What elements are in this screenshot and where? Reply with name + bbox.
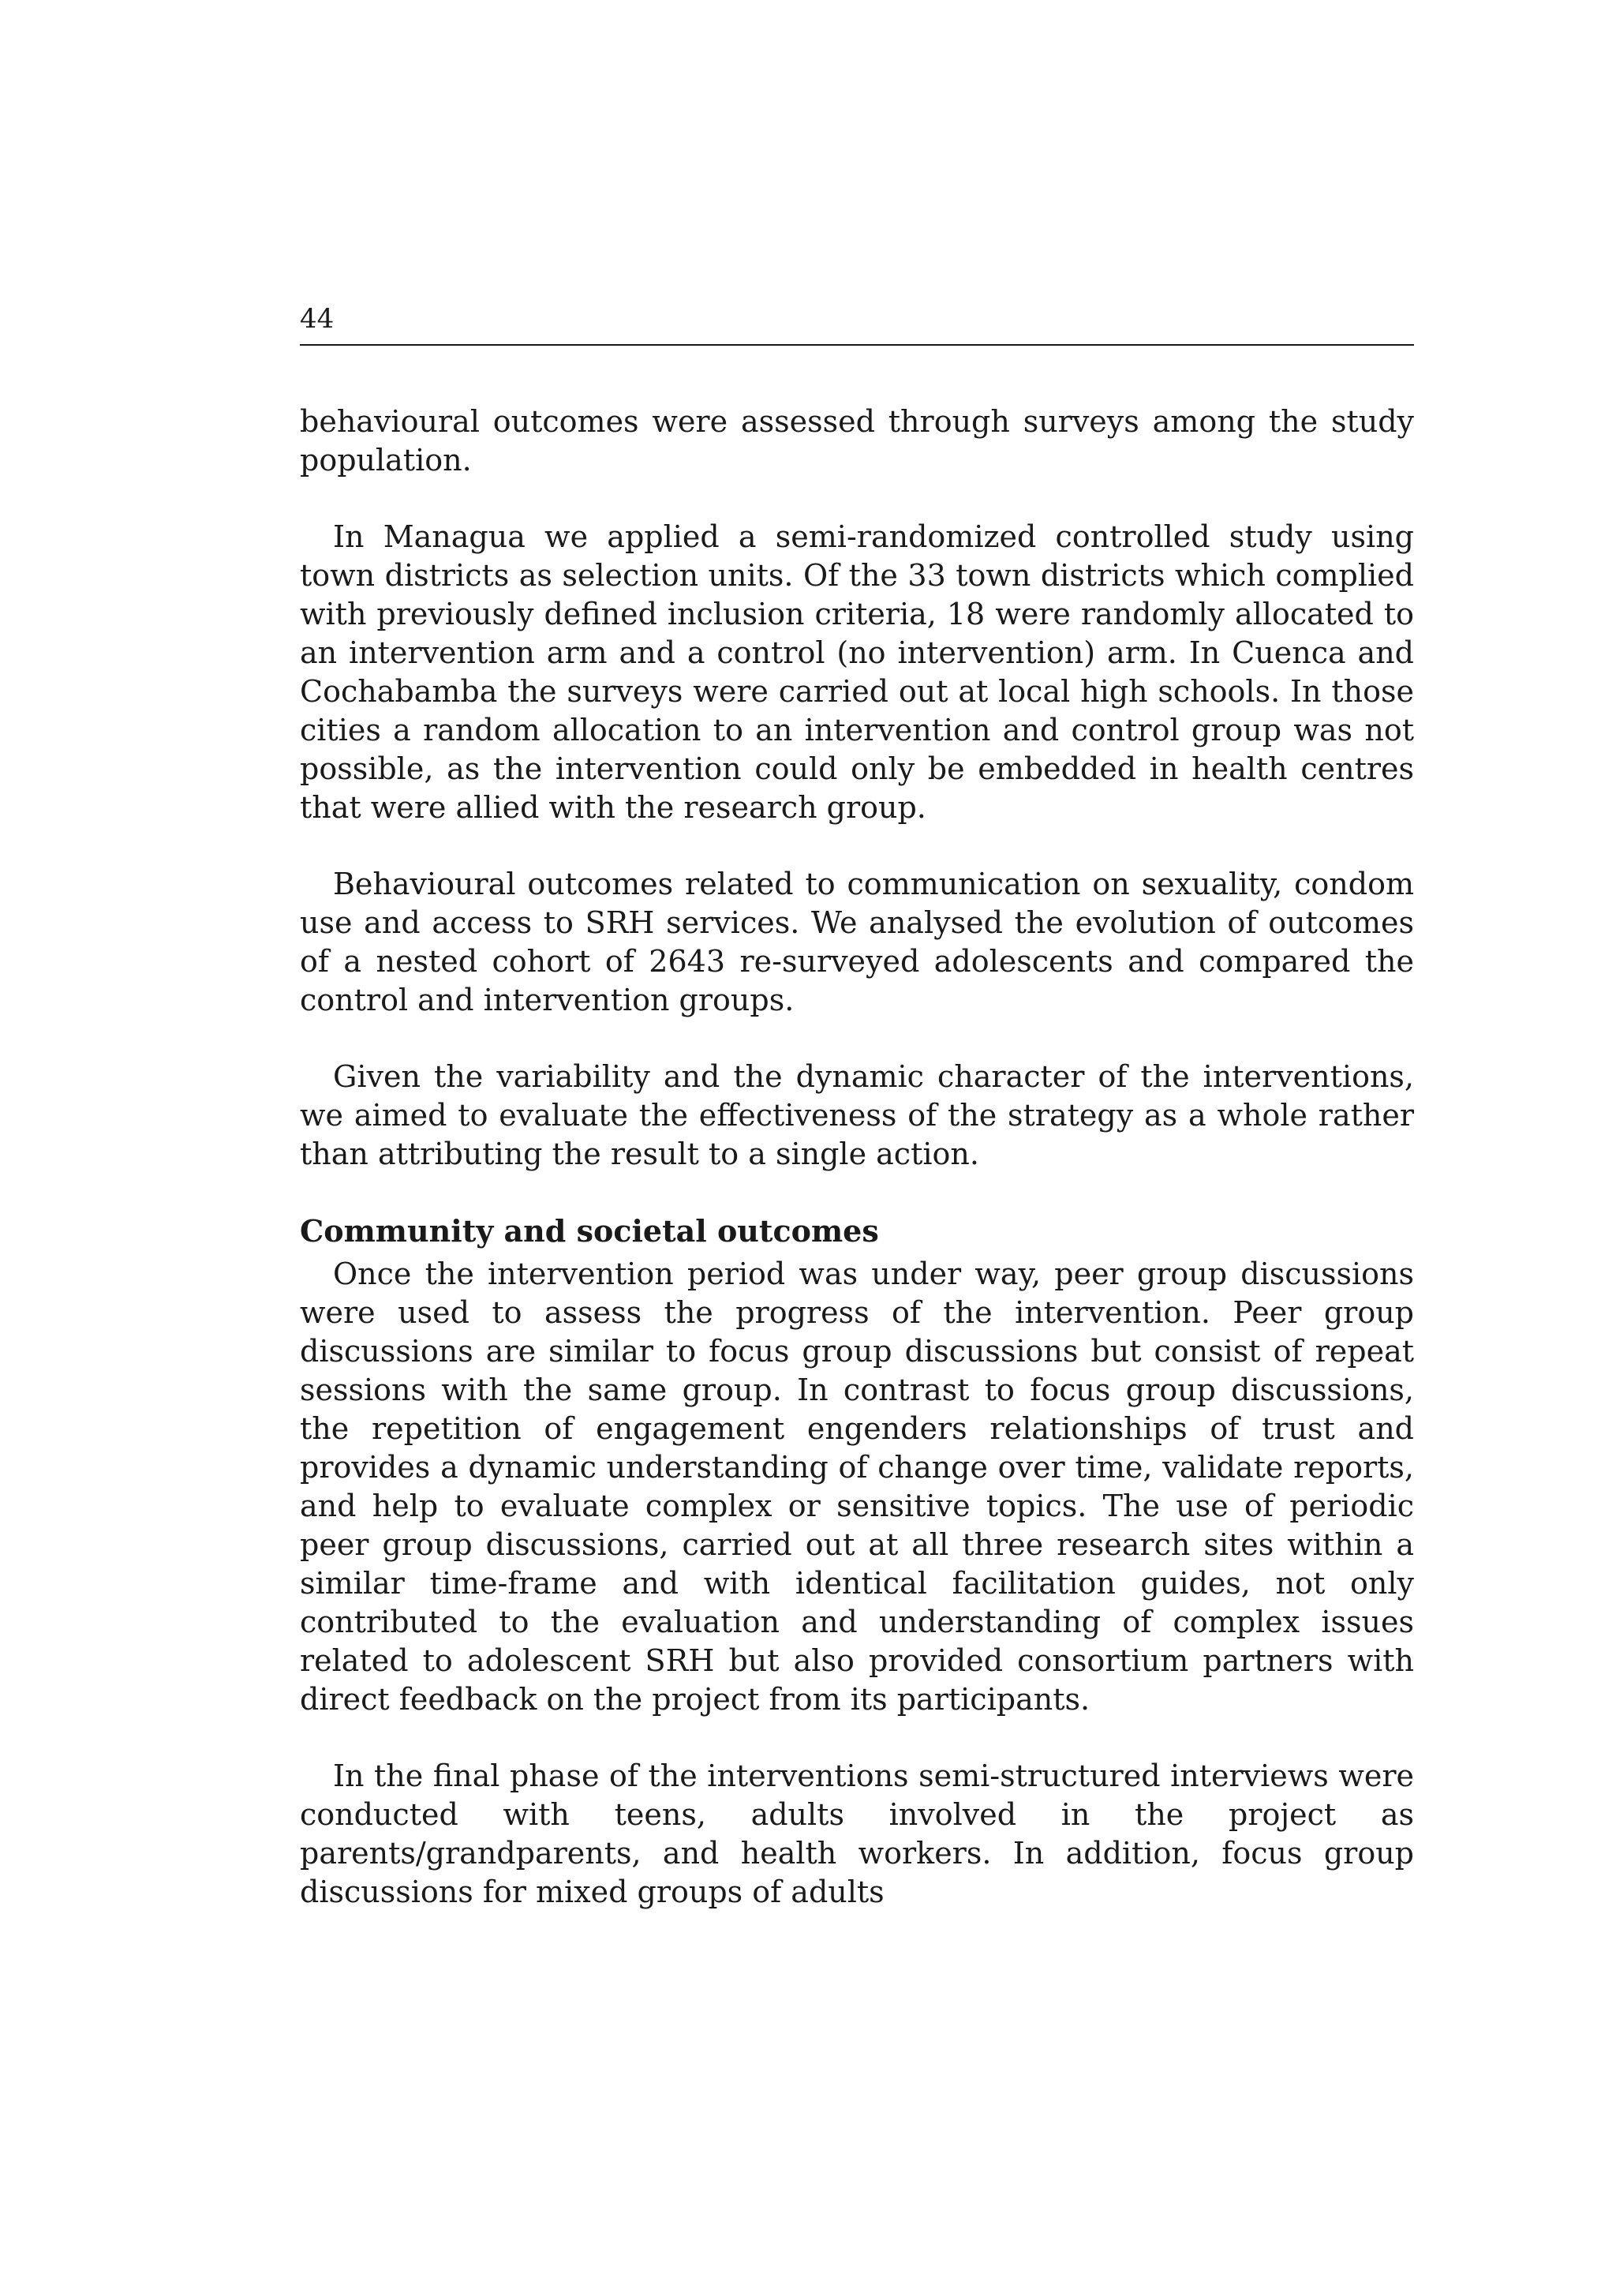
paragraph-peer-group-discussions: Once the intervention period was under way, peer group discussions were used to assess the progress of the intervention. Peer group discussions are similar to focus group discussions but consist of repeat sessions with the same group. In contrast to focus group discussions, the repetition of engagement engenders relationships of trust and provides a dynamic understanding of change over time, validate reports, and help to evaluate complex or sensitive topics. The use of periodic peer group discussions, carried out at all three research sites within a similar time-frame and with identical facilitation guides, not only contributed to the evaluation and understanding of complex issues related to adolescent SRH but also provided consortium partners with direct feedback on the project from its participants. xyxy=(300,1257,1414,1717)
paragraph-final-phase: In the final phase of the interventions semi-structured interviews were conducted with teens, adults involved in the project as parents/grandparents, and health workers. In addition, focus group discussions for mixed groups of adults xyxy=(300,1759,1414,1909)
paragraph-managua-study: In Managua we applied a semi-randomized controlled study using town districts as selection units. Of the 33 town districts which complied with previously defined inclusion criteria, 18 were randomly allocated to an intervention arm and a control (no intervention) arm. In Cuenca and Cochabamba the surveys were carried out at local high schools. In those cities a random allocation to an intervention and control group was not possible, as the intervention could only be embedded in health centres that were allied with the research group. xyxy=(300,519,1414,825)
page-header xyxy=(300,303,1414,346)
paragraph-variability: Given the variability and the dynamic character of the interventions, we aimed to evaluate the effectiveness of the strategy as a whole rather than attributing the result to a single action. xyxy=(300,1059,1414,1171)
paragraph-continuation: behavioural outcomes were assessed through surveys among the study population. xyxy=(300,404,1414,478)
page-number: 44 xyxy=(300,303,335,335)
paragraph-behavioural-outcomes: Behavioural outcomes related to communication on sexuality, condom use and access to SRH services. We analysed the evolution of outcomes of a nested cohort of 2643 re-surveyed adolescents and compared the control and intervention groups. xyxy=(300,867,1414,1017)
section-heading: Community and societal outcomes xyxy=(300,1213,879,1249)
body-text xyxy=(300,403,1414,1912)
